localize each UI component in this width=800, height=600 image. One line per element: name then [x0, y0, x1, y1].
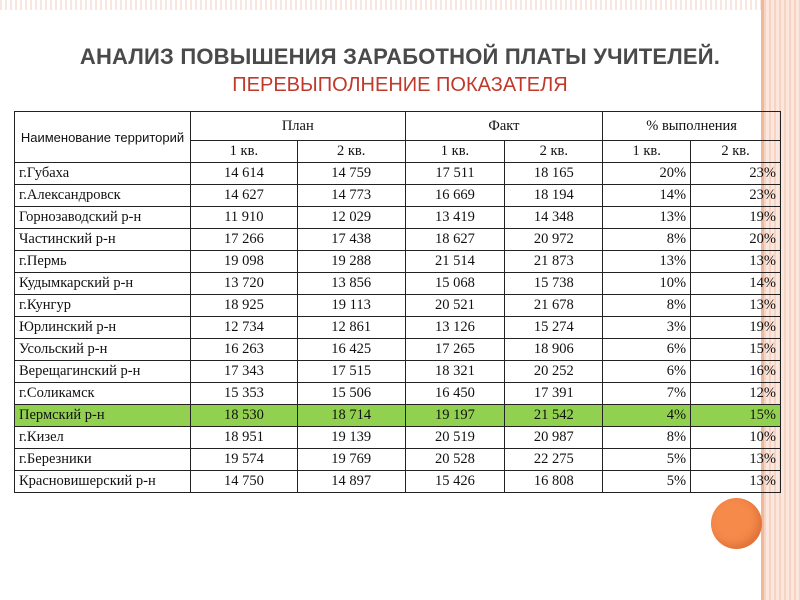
- percent-q2-cell: 13%: [691, 449, 781, 471]
- percent-q1-cell: 10%: [603, 273, 691, 295]
- plan-q2-cell: 12 029: [297, 207, 405, 229]
- percent-q2-cell: 19%: [691, 207, 781, 229]
- percent-q1-cell: 8%: [603, 295, 691, 317]
- territory-name-cell: г.Кизел: [15, 427, 191, 449]
- percent-q2-header: 2 кв.: [691, 141, 781, 163]
- fact-q1-cell: 20 528: [405, 449, 505, 471]
- territory-name-cell: г.Губаха: [15, 163, 191, 185]
- plan-q2-cell: 18 714: [297, 405, 405, 427]
- territory-name-cell: Усольский р-н: [15, 339, 191, 361]
- plan-q2-cell: 15 506: [297, 383, 405, 405]
- percent-q2-cell: 20%: [691, 229, 781, 251]
- plan-q1-cell: 13 720: [190, 273, 297, 295]
- fact-q1-header: 1 кв.: [405, 141, 505, 163]
- percent-q1-cell: 6%: [603, 361, 691, 383]
- territory-name-cell: Частинский р-н: [15, 229, 191, 251]
- plan-group-header: План: [190, 112, 405, 141]
- percent-q2-cell: 14%: [691, 273, 781, 295]
- table-row: [15, 427, 781, 449]
- fact-q1-cell: 16 669: [405, 185, 505, 207]
- percent-q1-cell: 5%: [603, 471, 691, 493]
- fact-q2-cell: 20 972: [505, 229, 603, 251]
- table-row: [15, 163, 781, 185]
- plan-q2-cell: 19 769: [297, 449, 405, 471]
- percent-q1-cell: 8%: [603, 229, 691, 251]
- territory-name-cell: г.Кунгур: [15, 295, 191, 317]
- fact-q2-cell: 15 274: [505, 317, 603, 339]
- plan-q1-cell: 14 614: [190, 163, 297, 185]
- fact-q2-cell: 18 194: [505, 185, 603, 207]
- percent-group-header: % выполнения: [603, 112, 781, 141]
- plan-q2-cell: 17 438: [297, 229, 405, 251]
- fact-q1-cell: 17 511: [405, 163, 505, 185]
- territory-column-header: Наименование территорий: [15, 112, 191, 163]
- plan-q2-cell: 14 773: [297, 185, 405, 207]
- decorative-orange-circle: [711, 498, 762, 549]
- plan-q1-cell: 17 266: [190, 229, 297, 251]
- fact-q2-cell: 21 542: [505, 405, 603, 427]
- fact-q1-cell: 18 321: [405, 361, 505, 383]
- percent-q2-cell: 23%: [691, 163, 781, 185]
- percent-q1-cell: 6%: [603, 339, 691, 361]
- territory-name-cell: Кудымкарский р-н: [15, 273, 191, 295]
- percent-q2-cell: 19%: [691, 317, 781, 339]
- table-row: [15, 295, 781, 317]
- fact-q2-header: 2 кв.: [505, 141, 603, 163]
- territory-name-cell: г.Пермь: [15, 251, 191, 273]
- top-decor-band: [0, 0, 764, 10]
- fact-q2-cell: 21 873: [505, 251, 603, 273]
- percent-q2-cell: 12%: [691, 383, 781, 405]
- fact-q2-cell: 21 678: [505, 295, 603, 317]
- table-row: [15, 229, 781, 251]
- table-row: [15, 185, 781, 207]
- plan-q2-cell: 12 861: [297, 317, 405, 339]
- table-row: [15, 317, 781, 339]
- fact-q1-cell: 21 514: [405, 251, 505, 273]
- territory-name-cell: г.Березники: [15, 449, 191, 471]
- percent-q2-cell: 13%: [691, 251, 781, 273]
- plan-q1-header: 1 кв.: [190, 141, 297, 163]
- fact-q1-cell: 15 068: [405, 273, 505, 295]
- fact-q2-cell: 20 987: [505, 427, 603, 449]
- fact-q1-cell: 18 627: [405, 229, 505, 251]
- fact-q1-cell: 16 450: [405, 383, 505, 405]
- fact-q1-cell: 20 521: [405, 295, 505, 317]
- table-group-header-row: [15, 112, 781, 141]
- fact-q1-cell: 13 126: [405, 317, 505, 339]
- plan-q2-cell: 19 113: [297, 295, 405, 317]
- table-row: [15, 207, 781, 229]
- percent-q1-cell: 20%: [603, 163, 691, 185]
- salary-table: [14, 111, 781, 493]
- plan-q1-cell: 19 574: [190, 449, 297, 471]
- percent-q1-cell: 14%: [603, 185, 691, 207]
- percent-q1-cell: 3%: [603, 317, 691, 339]
- fact-q2-cell: 15 738: [505, 273, 603, 295]
- table-row: [15, 251, 781, 273]
- plan-q2-header: 2 кв.: [297, 141, 405, 163]
- table-row: [15, 405, 781, 427]
- territory-name-cell: Пермский р-н: [15, 405, 191, 427]
- fact-q2-cell: 18 165: [505, 163, 603, 185]
- plan-q2-cell: 19 139: [297, 427, 405, 449]
- slide-subtitle: ПЕРЕВЫПОЛНЕНИЕ ПОКАЗАТЕЛЯ: [232, 74, 568, 96]
- fact-q2-cell: 17 391: [505, 383, 603, 405]
- plan-q2-cell: 14 897: [297, 471, 405, 493]
- percent-q2-cell: 13%: [691, 471, 781, 493]
- percent-q1-cell: 4%: [603, 405, 691, 427]
- territory-name-cell: Горнозаводский р-н: [15, 207, 191, 229]
- fact-group-header: Факт: [405, 112, 603, 141]
- territory-name-cell: Юрлинский р-н: [15, 317, 191, 339]
- table-row: [15, 361, 781, 383]
- percent-q1-cell: 5%: [603, 449, 691, 471]
- percent-q1-cell: 8%: [603, 427, 691, 449]
- table-row: [15, 471, 781, 493]
- plan-q1-cell: 18 951: [190, 427, 297, 449]
- plan-q2-cell: 17 515: [297, 361, 405, 383]
- plan-q2-cell: 13 856: [297, 273, 405, 295]
- plan-q1-cell: 14 627: [190, 185, 297, 207]
- territory-name-cell: г.Соликамск: [15, 383, 191, 405]
- fact-q2-cell: 16 808: [505, 471, 603, 493]
- plan-q2-cell: 19 288: [297, 251, 405, 273]
- plan-q2-cell: 14 759: [297, 163, 405, 185]
- percent-q2-cell: 13%: [691, 295, 781, 317]
- slide-title: АНАЛИЗ ПОВЫШЕНИЯ ЗАРАБОТНОЙ ПЛАТЫ УЧИТЕЛЕЙ.: [79, 44, 721, 69]
- table-row: [15, 273, 781, 295]
- fact-q1-cell: 13 419: [405, 207, 505, 229]
- plan-q1-cell: 18 530: [190, 405, 297, 427]
- plan-q1-cell: 12 734: [190, 317, 297, 339]
- percent-q1-header: 1 кв.: [603, 141, 691, 163]
- fact-q2-cell: 14 348: [505, 207, 603, 229]
- percent-q1-cell: 7%: [603, 383, 691, 405]
- percent-q2-cell: 15%: [691, 339, 781, 361]
- plan-q1-cell: 19 098: [190, 251, 297, 273]
- percent-q2-cell: 10%: [691, 427, 781, 449]
- percent-q1-cell: 13%: [603, 207, 691, 229]
- plan-q1-cell: 18 925: [190, 295, 297, 317]
- fact-q1-cell: 20 519: [405, 427, 505, 449]
- territory-name-cell: Красновишерский р-н: [15, 471, 191, 493]
- percent-q2-cell: 15%: [691, 405, 781, 427]
- plan-q1-cell: 17 343: [190, 361, 297, 383]
- table-row: [15, 449, 781, 471]
- plan-q1-cell: 11 910: [190, 207, 297, 229]
- fact-q2-cell: 18 906: [505, 339, 603, 361]
- percent-q2-cell: 16%: [691, 361, 781, 383]
- territory-name-cell: г.Александровск: [15, 185, 191, 207]
- plan-q1-cell: 14 750: [190, 471, 297, 493]
- percent-q1-cell: 13%: [603, 251, 691, 273]
- percent-q2-cell: 23%: [691, 185, 781, 207]
- plan-q1-cell: 15 353: [190, 383, 297, 405]
- fact-q1-cell: 15 426: [405, 471, 505, 493]
- table-body: [15, 163, 781, 493]
- fact-q1-cell: 17 265: [405, 339, 505, 361]
- fact-q2-cell: 22 275: [505, 449, 603, 471]
- table-row: [15, 339, 781, 361]
- plan-q1-cell: 16 263: [190, 339, 297, 361]
- territory-name-cell: Верещагинский р-н: [15, 361, 191, 383]
- fact-q2-cell: 20 252: [505, 361, 603, 383]
- table-row: [15, 383, 781, 405]
- plan-q2-cell: 16 425: [297, 339, 405, 361]
- fact-q1-cell: 19 197: [405, 405, 505, 427]
